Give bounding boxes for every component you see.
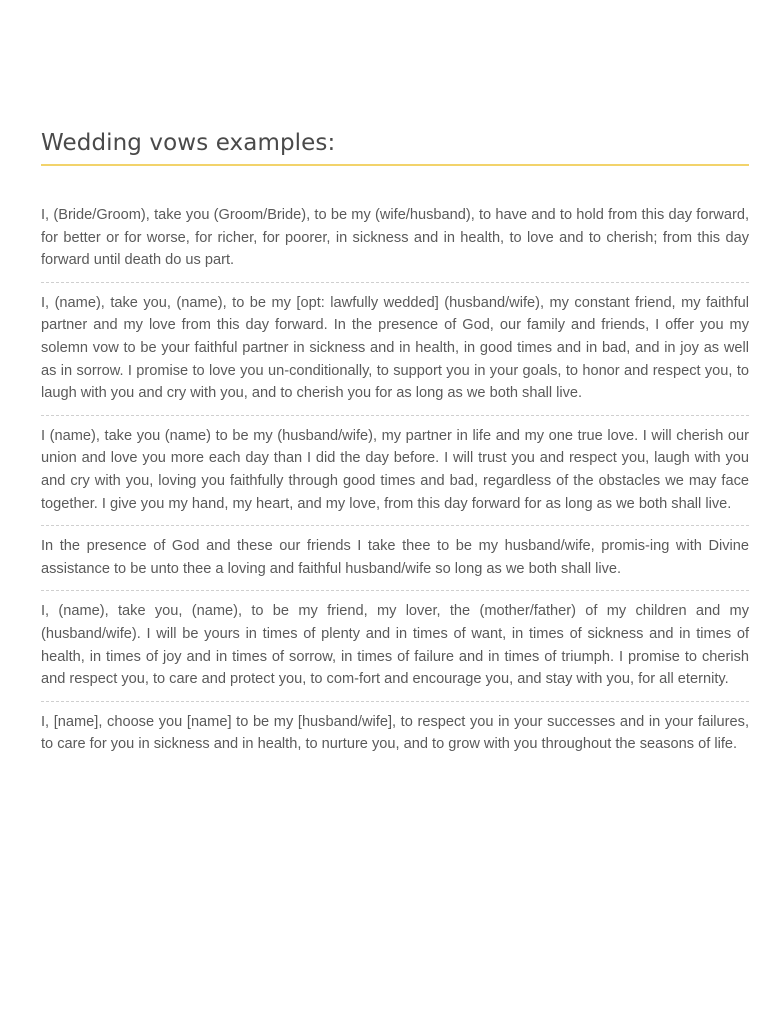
vow-paragraph-5: I, (name), take you, (name), to be my friend, my lover, the (mother/father) of my children and my (husband/wife). I will be yours in times of plenty and in times of want, in times of sickness and in times of health, in times of joy and in times of sorrow, in times of failure and in times of triumph. I promise to cherish and respect you, to care and protect you, to com-fort and encourage you, and stay with you, for all eternity. <box>41 603 749 688</box>
dashed-divider <box>41 415 749 416</box>
title-underline <box>41 164 749 166</box>
vow-paragraph-4: In the presence of God and these our friends I take thee to be my husband/wife, promis-ing with Divine assistance to be unto thee a loving and faithful husband/wife so long as we both shall live. <box>41 538 749 577</box>
vow-paragraph-1: I, (Bride/Groom), take you (Groom/Bride), to be my (wife/husband), to have and to hold from this day forward, for better or for worse, for richer, for poorer, in sickness and in health, to love and to cherish; from this day forward until death do us part. <box>41 207 749 269</box>
dashed-divider <box>41 525 749 526</box>
dashed-divider <box>41 590 749 591</box>
page-title: Wedding vows examples: <box>41 130 336 156</box>
vows-document <box>41 128 749 766</box>
vow-paragraph-2: I, (name), take you, (name), to be my [opt: lawfully wedded] (husband/wife), my constant friend, my faithful partner and my love from this day forward. In the presence of God, our family and friends, I offer you my solemn vow to be your faithful partner in sickness and in health, in good times and in bad, and in joy as well as in sorrow. I promise to love you un-conditionally, to support you in your goals, to honor and respect you, to laugh with you and cry with you, and to cherish you for as long as we both shall live. <box>41 294 749 402</box>
dashed-divider <box>41 282 749 283</box>
dashed-divider <box>41 701 749 702</box>
vow-paragraph-6: I, [name], choose you [name] to be my [husband/wife], to respect you in your successes and in your failures, to care for you in sickness and in health, to nurture you, and to grow with you throughout the seasons of life. <box>41 713 749 753</box>
vow-paragraph-3: I (name), take you (name) to be my (husband/wife), my partner in life and my one true love. I will cherish our union and love you more each day than I did the day before. I will trust you and respect you, laugh with you and cry with you, loving you faithfully through good times and bad, regardless of the obstacles we may face together. I give you my hand, my heart, and my love, from this day forward for as long as we both shall live. <box>41 427 749 512</box>
